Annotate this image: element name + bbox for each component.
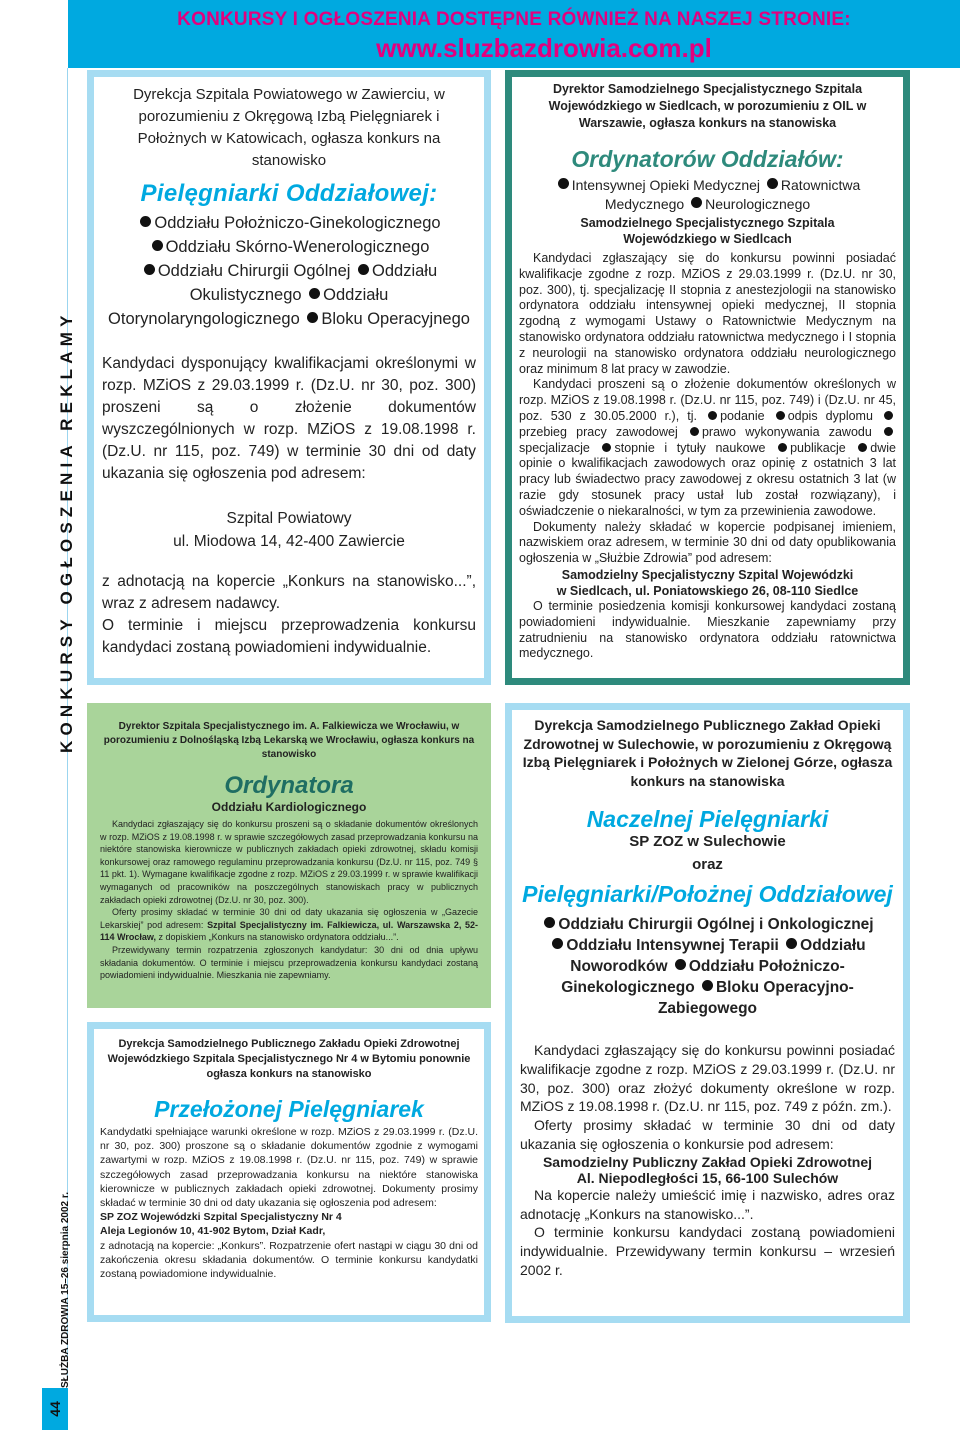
ad-note	[94, 1239, 484, 1282]
ad-note	[512, 599, 903, 662]
ad-intro: Dyrekcja Samodzielnego Publicznego Zakładu Opieki Zdrowotnej Wojewódzkiego Szpitala Specjalistycznego Nr 4 w Bytomiu ponownie ogłasza konkurs na stanowisko	[107, 1038, 471, 1080]
ad-position-list	[94, 211, 484, 331]
ad-title: Przełożonej Pielęgniarek	[154, 1096, 424, 1122]
ad-title: Naczelnej Pielęgniarki	[586, 806, 829, 832]
list-item: Medycznego	[604, 196, 685, 212]
bullet-icon	[767, 178, 778, 189]
ad-title-2: Pielęgniarki/Położnej Oddziałowej	[522, 881, 893, 907]
list-item: Oddziału Intensywnej Terapii	[566, 937, 779, 954]
list-item: Ratownictwa	[780, 177, 861, 193]
paragraph: Kandydaci zgłaszający się do konkursu powinni posiadać kwalifikacje zgodne z rozp. MZiOS z 29.03.1999 r. (Dz.U. nr 30, poz. 300) oraz złożyć dokumenty określone w rozp. MZiOS z 19.08.1998 r. (Dz.U. nr 115, poz. 749 z późn. zm.).	[520, 1042, 895, 1115]
ad-note	[512, 1186, 903, 1280]
ad-body	[512, 1041, 903, 1154]
ad-title: Pielęgniarki Oddziałowej:	[140, 180, 438, 207]
sidebar	[0, 68, 76, 1417]
ad-body: Kandydaci dysponujący kwalifikacjami określonymi w rozp. MZiOS z 29.03.1999 r. (Dz.U. nr 30, poz. 300) proszeni są o złożenie dokumentów wyszczególnionych w rozp. MZiOS z 19.08.1998 r. (Dz.U. nr 115, poz. 749) w terminie 30 dni od daty ukazania się ogłoszenia pod adresem:	[102, 355, 476, 482]
conjunction: oraz	[692, 856, 723, 873]
ad-subtitle: Oddziału Kardiologicznego	[211, 800, 367, 814]
paragraph: Kandydaci zgłaszający się do konkursu powinni posiadać kwalifikacje zgodne z rozp. MZiOS z 29.03.1999 r. (Dz.U. nr 30, poz. 300), tj. specjalizację II stopnia z anestezjologii na stanowisko ordynatora oddziału intensywnej opieki medycznej, II stopnia zgodną z wymogami Ustawy o Ratownictwie Medycznym na stanowisko ordynatora oddziału ratownictwa medycznego i I stopnia z neurologii na stanowisko ordynatora oddziału neurologicznego oraz minimum 8 lat pracy w zawodzie.	[519, 251, 896, 376]
paragraph: O terminie posiedzenia komisji konkursowej kandydaci zostaną powiadomieni indywidualnie. Mieszkanie zapewniamy przy zatrudnieniu na stanowisko ordynatora oddziału ratownictwa medycznego.	[519, 598, 896, 661]
ad-zawiercie	[87, 70, 491, 685]
ad-subtitle: SP ZOZ w Sulechowie	[629, 833, 786, 850]
section-title: KONKURSY OGŁOSZENIA REKLAMY	[57, 310, 76, 753]
ad-body	[88, 818, 490, 982]
bullet-icon	[776, 411, 785, 420]
bullet-icon	[307, 312, 318, 323]
ad-bytom	[87, 1022, 491, 1322]
bullet-icon	[858, 443, 867, 452]
bullet-icon	[144, 264, 155, 275]
address-line: Samodzielny Specjalistyczny Szpital Wojewódzki	[561, 567, 854, 582]
list-item: Neurologicznego	[705, 196, 811, 212]
bullet-icon	[884, 427, 893, 436]
list-item: Intensywnej Opieki Medycznej	[571, 177, 761, 193]
paragraph: z adnotacją na kopercie: „Konkurs”. Rozpatrzenie ofert nastąpi w ciągu 30 dni od zakończenia okresu składania dokumentów. O terminie konkursu kandydatki zostaną powiadomione indywidualnie.	[100, 1239, 478, 1281]
ad-title: Ordynatorów Oddziałów:	[571, 146, 844, 172]
list-item: Oddziału Chirurgii Ogólnej	[157, 262, 351, 280]
page-number: 44	[46, 1401, 63, 1417]
list-item: Oddziału Okulistycznego	[189, 262, 438, 304]
paragraph: Oferty prosimy składać w terminie 30 dni od daty ukazania się ogłoszenia w „Gazecie Lekarskiej” pod adresem: Szpital Specjalistyczny im. Falkiewicza, ul. Warszawska 2, 52-114 Wrocław, z dopiskiem „Konkurs na stanowisko ordynatora oddziału...”.	[100, 907, 478, 943]
ad-intro: Dyrektor Szpitala Specjalistycznego im. A. Falkiewicza we Wrocławiu, w porozumieniu z Dolnośląską Izbą Lekarską we Wrocławiu, ogłasza konkurs na stanowisko	[103, 721, 475, 760]
bullet-icon	[786, 938, 797, 949]
ad-position-list	[512, 176, 903, 214]
ad-intro: Dyrektor Samodzielnego Specjalistycznego Szpitala Wojewódzkiego w Siedlcach, w porozumieniu z OIL w Warszawie, ogłasza konkurs na stanowiska	[548, 82, 867, 130]
list-item: Bloku Operacyjno-Zabiegowego	[657, 979, 854, 1017]
paragraph: Przewidywany termin rozpatrzenia zgłoszonych kandydatur: 30 dni od dnia upływu składania dokumentów. O terminie i miejscu przeprowadzenia konkursu kandydaci zostaną powiadomieni indywidualnie. Mieszkania nie zapewniamy.	[100, 944, 478, 981]
ad-body	[512, 251, 903, 567]
address-line: Samodzielny Publiczny Zakład Opieki Zdrowotnej	[542, 1153, 873, 1170]
list-item: Oddziału Położniczo-Ginekologicznego	[154, 214, 441, 232]
paragraph: Oferty prosimy składać w terminie 30 dni od daty ukazania się ogłoszenia o konkursie pod adresem:	[520, 1117, 895, 1152]
list-item: Oddziału Skórno-Wenerologicznego	[165, 238, 430, 256]
ad-note: z adnotacją na kopercie „Konkurs na stanowisko...”, wraz z adresem nadawcy.	[102, 573, 476, 612]
bullet-icon	[702, 980, 713, 991]
bullet-icon	[602, 443, 611, 452]
bullet-icon	[152, 240, 163, 251]
address-line: Szpital Powiatowy	[226, 510, 352, 527]
paragraph: O terminie konkursu kandydaci zostaną powiadomieni indywidualnie. Przewidywany termin konkursu – wrzesień 2002 r.	[520, 1224, 895, 1278]
ad-intro: Dyrekcja Szpitala Powiatowego w Zawierciu, w porozumieniu z Okręgową Izbą Pielęgniarek i Położnych w Katowicach, ogłasza konkurs na stanowisko	[133, 86, 445, 169]
bullet-icon	[691, 197, 702, 208]
list-item: Oddziału Położniczo-Ginekologicznego	[561, 958, 845, 996]
hospital-name: Samodzielnego Specjalistycznego Szpitala	[580, 216, 835, 230]
banner-headline: KONKURSY I OGŁOSZENIA DOSTĘPNE RÓWNIEŻ NA NASZEJ STRONIE:	[177, 9, 851, 30]
issue-date: SŁUŻBA ZDROWIA 15–26 sierpnia 2002 r.	[60, 1192, 71, 1388]
address-line: Al. Niepodległości 15, 66-100 Sulechów	[576, 1169, 839, 1186]
ad-position-list	[512, 914, 903, 1019]
ad-address	[94, 507, 484, 553]
bullet-icon	[552, 938, 563, 949]
bullet-icon	[690, 427, 699, 436]
address-line: ul. Miodowa 14, 42-400 Zawiercie	[173, 533, 405, 550]
ad-siedlce	[505, 70, 910, 685]
list-item: Oddziału Noworodków	[570, 937, 866, 975]
paragraph: Kandydaci proszeni są o złożenie dokumentów określonych w rozp. MZiOS z 19.08.1998 r. (Dz.U. nr 115, poz. 749) i (Dz.U. nr 45, poz. 530 z 30.05.2000 r.), tj. podanie odpis dyplomu przebieg pracy zawodowej prawo wykonywania zawodu specjalizacje stopnie i tytuły naukowe publikacje dwie opinie o kwalifikacjach zawodowych oraz opinię z ostatnich 3 lat pracy lub świadectwo pracy zawodowej z okresu ostatnich 3 lat (w razie gdy stosunek pracy ustał lub został rozwiązany), i oświadczenie o niekaralności, w tym za przewinienia zawodowe.	[519, 377, 897, 518]
banner-url[interactable]: www.sluzbazdrowia.com.pl	[376, 33, 712, 63]
address-line: SP ZOZ Wojewódzki Szpital Specjalistyczny Nr 4	[100, 1211, 342, 1224]
paragraph: Na kopercie należy umieścić imię i nazwisko, adres oraz adnotację „Konkurs na stanowisko...”.	[520, 1186, 895, 1222]
bullet-icon	[544, 917, 555, 928]
bullet-icon	[358, 264, 369, 275]
paragraph: Kandydatki spełniające warunki określone w rozp. MZiOS z 29.03.1999 r. (Dz.U. nr 30, poz. 300) proszone są o składanie dokumentów zgodnie z wymogami zawartymi w rozp. MZiOS z 19.08.1998 r. (Dz.U. nr 115, poz. 749) w sprawie szczegółowych zasad przeprowadzania konkursu na niektóre stanowiska kierownicze w publicznych zakładach opieki zdrowotnej. Dokumenty prosimy składać w terminie 30 dni od daty ukazania się ogłoszenia pod adresem:	[100, 1126, 478, 1210]
page-number-badge	[42, 1388, 68, 1430]
bullet-icon	[309, 288, 320, 299]
bullet-icon	[558, 178, 569, 189]
bullet-icon	[884, 411, 893, 420]
bullet-icon	[708, 411, 717, 420]
address-line: Aleja Legionów 10, 41-902 Bytom, Dział Kadr,	[100, 1225, 326, 1238]
hospital-name: Wojewódzkiego w Siedlcach	[623, 232, 792, 246]
ad-wroclaw	[87, 703, 491, 1008]
paragraph: Dokumenty należy składać w kopercie podpisanej imieniem, nazwiskiem oraz adresem, w terminie 30 dni od daty opublikowania ogłoszenia w „Służbie Zdrowia” pod adresem:	[519, 519, 896, 566]
ad-body	[94, 1125, 484, 1210]
paragraph: Kandydaci zgłaszający się do konkursu proszeni są o składanie dokumentów określonych w rozp. MZiOS z 19.08.1998 r. w sprawie szczegółowych zasad przeprowadzania konkursu na niektóre stanowiska kierownicze w publicznych zakładach opieki zdrowotnej, składu komisji konkursowej oraz ramowego regulaminu przeprowadzania konkursu (Dz.U. nr 115, poz. 749 § 11 pkt. 1). Wymagane kwalifikacje zgodne z rozp. MZiOS z 29.03.1999 r. w sprawie kwalifikacji wymaganych od pracowników na poszczególnych stanowiskach pracy w publicznych zakładach opieki zdrowotnej (Dz.U. nr 30, poz. 300).	[100, 819, 478, 905]
bullet-icon	[140, 216, 151, 227]
list-item: Oddziału Chirurgii Ogólnej i Onkologicznej	[558, 916, 874, 933]
bullet-icon	[675, 959, 686, 970]
ad-intro: Dyrekcja Samodzielnego Publicznego Zakład Opieki Zdrowotnej w Sulechowie, w porozumieniu z Okręgową Izbą Pielęgniarek i Położnych w Zielonej Górze, ogłasza konkurs na stanowiska	[522, 717, 893, 789]
top-banner	[68, 0, 960, 68]
list-item: Bloku Operacyjnego	[321, 310, 470, 328]
ad-title: Ordynatora	[224, 772, 354, 799]
address-line: w Siedlcach, ul. Poniatowskiego 26, 08-110 Siedlce	[556, 583, 859, 598]
ad-sulechow	[505, 703, 910, 1323]
list-item: Oddziału Otorynolaryngologicznego	[108, 286, 389, 328]
ad-note: O terminie i miejscu przeprowadzenia konkursu kandydaci zostaną powiadomieni indywidualnie.	[102, 617, 476, 656]
bullet-icon	[778, 443, 787, 452]
